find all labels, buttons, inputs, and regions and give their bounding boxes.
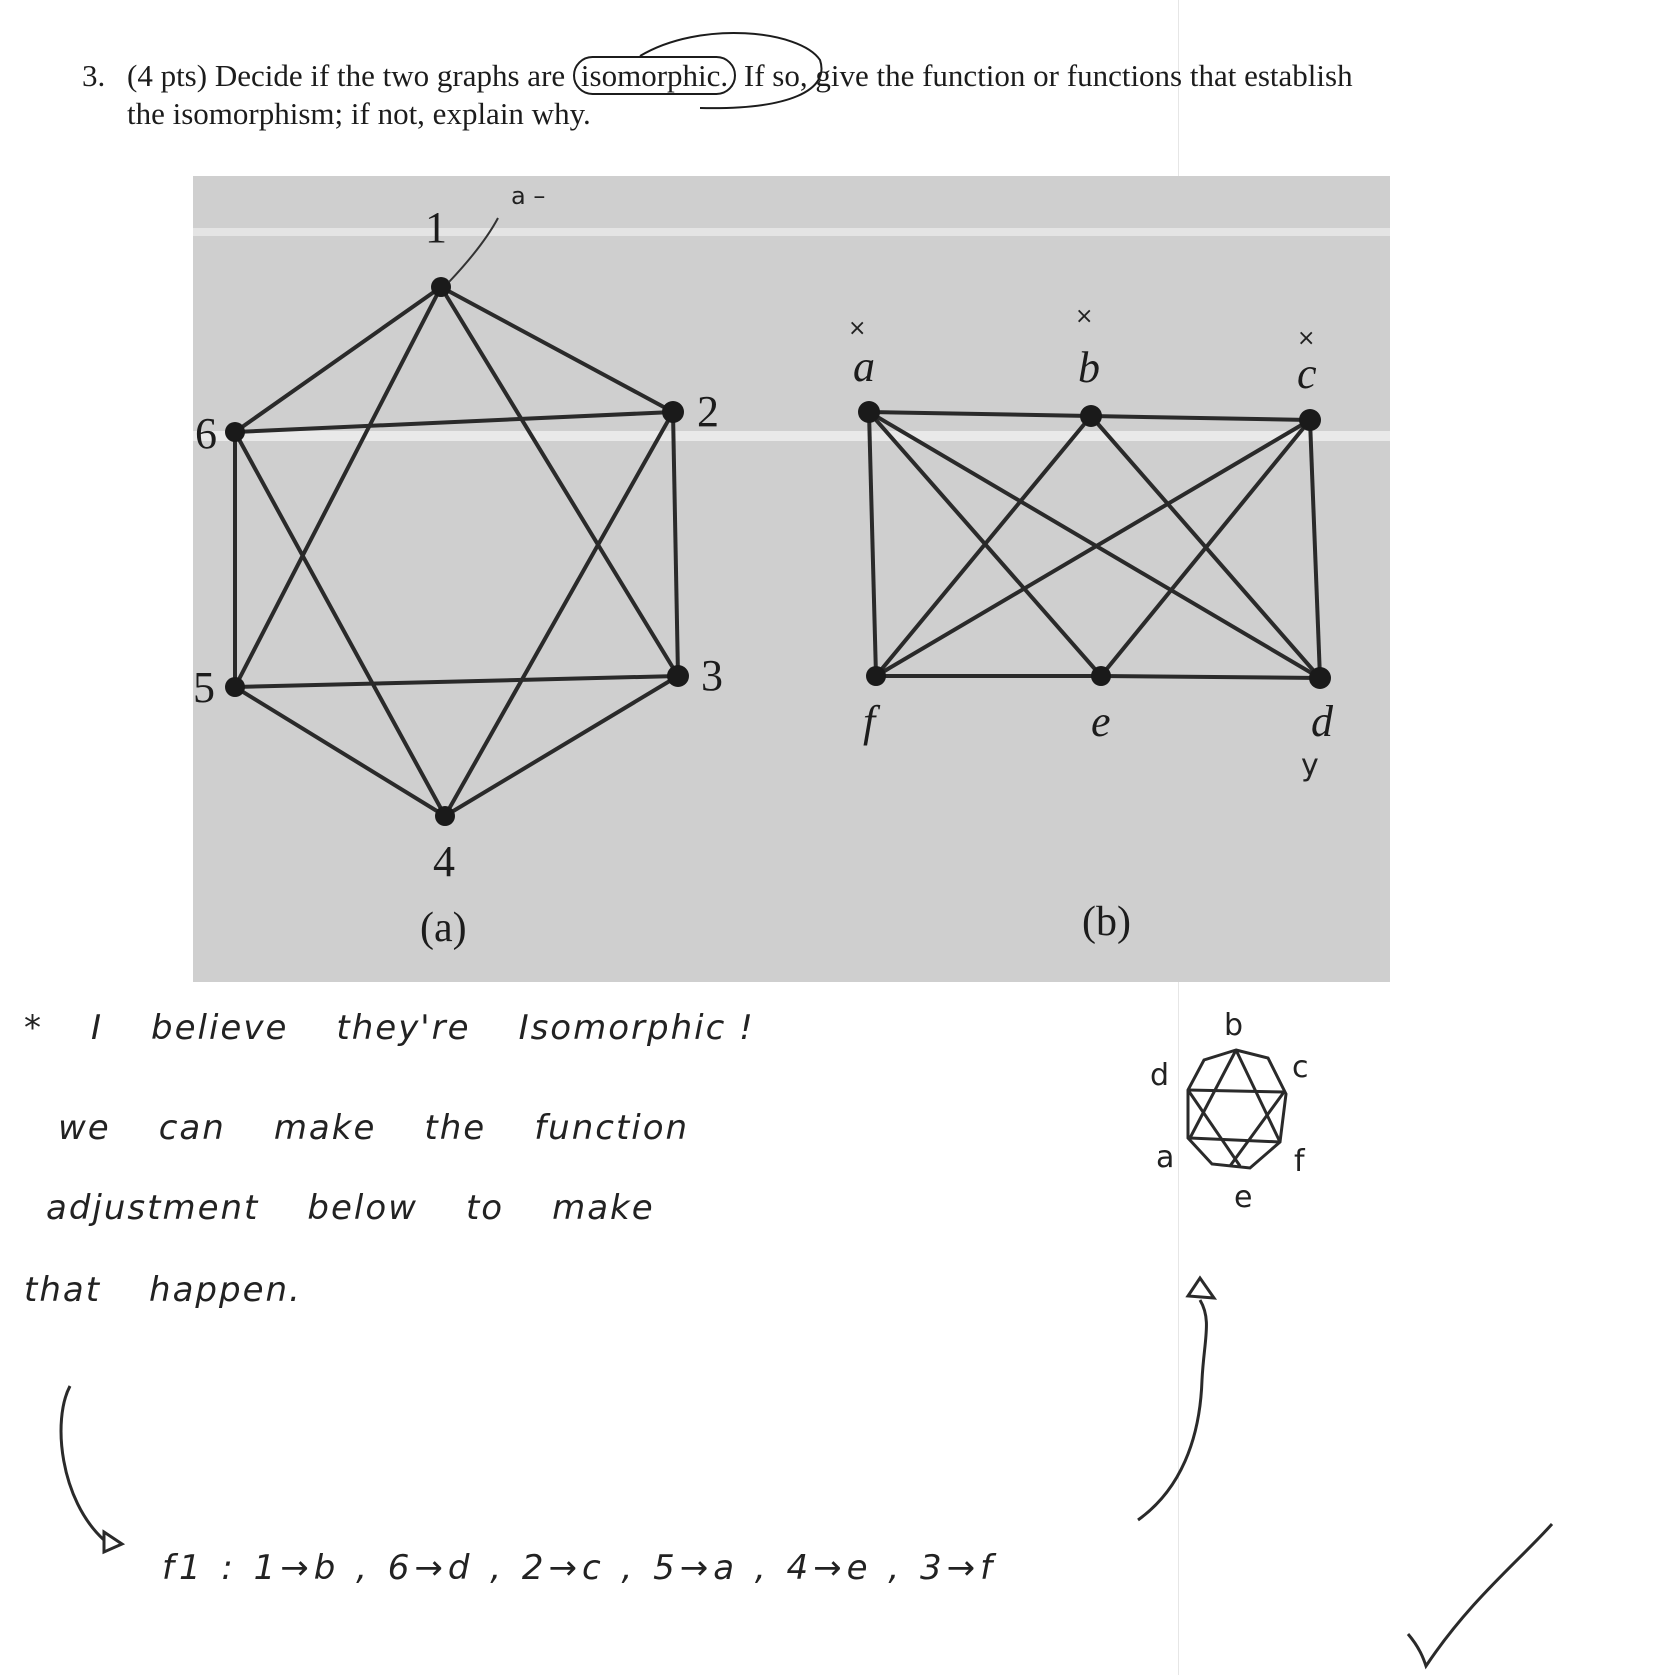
question-line-2: the isomorphism; if not, explain why.	[127, 96, 591, 131]
mark-c: ×	[1297, 326, 1316, 351]
checkmark-icon	[1408, 1524, 1552, 1666]
arrow-to-sketch	[1138, 1300, 1206, 1520]
question-text-part-1: (4 pts) Decide if the two graphs are	[127, 58, 573, 93]
answer-exclamation: !	[739, 1008, 755, 1048]
mark-d: y	[1301, 748, 1319, 783]
label-vertex-1: 1	[425, 203, 447, 252]
label-vertex-f: f	[863, 697, 876, 746]
question-text-part-2: If so, give the function or functions that establish	[736, 58, 1353, 93]
label-vertex-c: c	[1297, 349, 1317, 398]
sketch-edge	[1188, 1090, 1284, 1092]
answer-word: the	[424, 1108, 487, 1148]
label-vertex-5: 5	[193, 663, 215, 712]
sketch-label-e: e	[1234, 1180, 1253, 1215]
arrow-to-function	[61, 1386, 104, 1540]
arrow-head-right	[104, 1532, 122, 1552]
answer-word: Isomorphic	[518, 1008, 727, 1048]
sketch-label-c: c	[1292, 1050, 1309, 1085]
answer-word: that	[24, 1270, 102, 1310]
caption-graph-b: (b)	[1082, 899, 1131, 945]
circle-annotation	[640, 33, 822, 108]
answer-word: they're	[336, 1008, 471, 1048]
label-vertex-d: d	[1311, 697, 1333, 746]
label-vertex-2: 2	[697, 387, 719, 436]
label-vertex-4: 4	[433, 837, 455, 886]
arrow-head-up	[1188, 1278, 1214, 1298]
caption-graph-a: (a)	[420, 905, 467, 951]
answer-word: below	[307, 1188, 418, 1228]
mark-b: ×	[1075, 304, 1094, 329]
sketch-edge	[1190, 1138, 1280, 1142]
sketch-label-a: a	[1156, 1140, 1175, 1175]
label-vertex-b: b	[1078, 343, 1100, 392]
answer-function-mapping: f1 : 1→b , 6→d , 2→c , 5→a , 4→e , 3→f	[162, 1548, 998, 1588]
answer-word: make	[552, 1188, 655, 1228]
sketch-edge	[1230, 1092, 1284, 1166]
redrawn-graph-sketch	[1188, 1050, 1286, 1168]
answer-word: we	[58, 1108, 111, 1148]
label-vertex-6: 6	[195, 409, 217, 458]
answer-word: to	[465, 1188, 505, 1228]
label-vertex-e: e	[1091, 697, 1111, 746]
answer-word: adjustment	[46, 1188, 260, 1228]
sketch-label-d: d	[1150, 1058, 1170, 1093]
answer-word: believe	[151, 1008, 289, 1048]
answer-word: happen.	[149, 1270, 302, 1310]
label-vertex-a: a	[853, 342, 875, 391]
answer-word: can	[158, 1108, 226, 1148]
answer-word: function	[534, 1108, 690, 1148]
sketch-label-b: b	[1224, 1008, 1244, 1043]
answer-word: I	[91, 1008, 104, 1048]
answer-star: *	[24, 1008, 43, 1048]
circled-word-isomorphic: isomorphic.	[573, 56, 736, 95]
note-near-vertex-1: a –	[511, 182, 546, 210]
label-vertex-3: 3	[701, 651, 723, 700]
question-number: 3.	[82, 58, 106, 93]
mark-a: ×	[848, 316, 867, 341]
sketch-label-f: f	[1294, 1144, 1305, 1179]
answer-word: make	[273, 1108, 377, 1148]
